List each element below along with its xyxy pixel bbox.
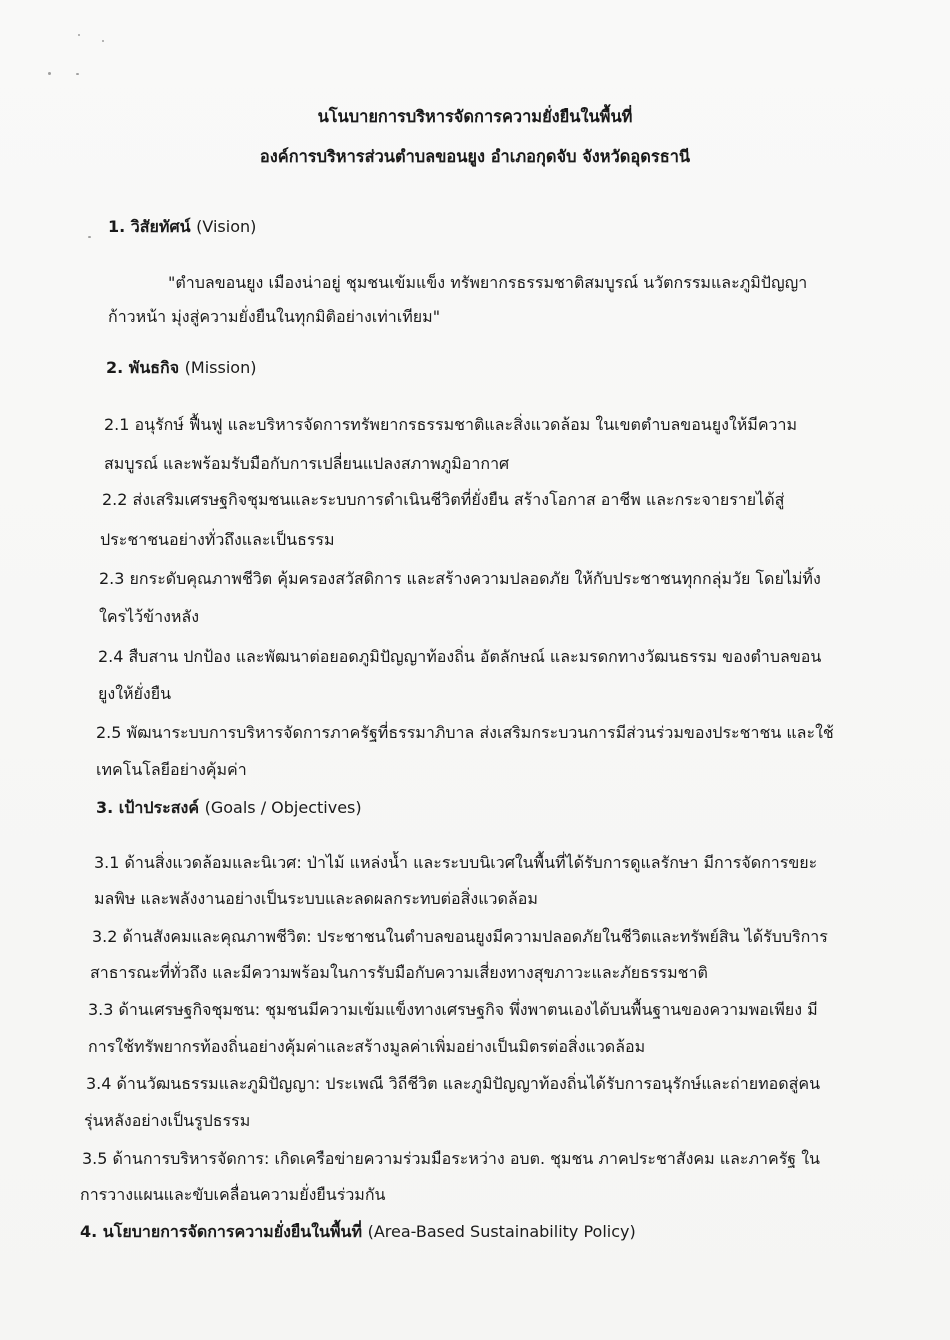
- mission-line-6: ใครไว้ข้างหลัง: [99, 607, 200, 626]
- policy-heading-en: (Area-Based Sustainability Policy): [367, 1222, 636, 1241]
- mission-heading: [106, 357, 256, 379]
- vision-text-line-2: ก้าวหน้า มุ่งสู่ความยั่งยืนในทุกมิติอย่างเท่าเทียม": [108, 307, 441, 326]
- goals-line-6: การใช้ทรัพยากรท้องถิ่นอย่างคุ้มค่าและสร้างมูลค่าเพิ่มอย่างเป็นมิตรต่อสิ่งแวดล้อม: [88, 1037, 646, 1056]
- scan-speck: [88, 236, 91, 238]
- mission-line-1: 2.1 อนุรักษ์ ฟื้นฟู และบริหารจัดการทรัพยากรธรรมชาติและสิ่งแวดล้อม ในเขตตำบลขอนยูงให้มีความ: [104, 415, 798, 434]
- mission-heading-en: (Mission): [184, 358, 257, 377]
- goals-line-7: 3.4 ด้านวัฒนธรรมและภูมิปัญญา: ประเพณี วิถีชีวิต และภูมิปัญญาท้องถิ่นได้รับการอนุรักษ์และถ่ายทอดสู่คน: [86, 1074, 821, 1093]
- mission-line-7: 2.4 สืบสาน ปกป้อง และพัฒนาต่อยอดภูมิปัญญาท้องถิ่น อัตลักษณ์ และมรดกทางวัฒนธรรม ของตำบลขอน: [98, 647, 822, 666]
- scan-speck: [48, 72, 51, 75]
- goals-heading-th: 3. เป้าประสงค์: [96, 798, 200, 817]
- goals-heading-en: (Goals / Objectives): [204, 798, 362, 817]
- scan-speck: [76, 73, 79, 75]
- vision-heading: [108, 216, 256, 238]
- mission-line-8: ยูงให้ยั่งยืน: [98, 684, 172, 703]
- scan-speck: [102, 40, 104, 42]
- vision-text-line-1: "ตำบลขอนยูง เมืองน่าอยู่ ชุมชนเข้มแข็ง ทรัพยากรธรรมชาติสมบูรณ์ นวัตกรรมและภูมิปัญญา: [168, 273, 808, 292]
- goals-line-10: การวางแผนและขับเคลื่อนความยั่งยืนร่วมกัน: [80, 1185, 386, 1204]
- goals-line-9: 3.5 ด้านการบริหารจัดการ: เกิดเครือข่ายความร่วมมือระหว่าง อบต. ชุมชน ภาคประชาสังคม และภาครัฐ ใน: [82, 1149, 820, 1168]
- goals-line-3: 3.2 ด้านสังคมและคุณภาพชีวิต: ประชาชนในตำบลขอนยูงมีความปลอดภัยในชีวิตและทรัพย์สิน ได้รับบริการ: [92, 927, 828, 946]
- goals-heading: [96, 797, 362, 819]
- document-title-line-2: องค์การบริหารส่วนตำบลขอนยูง อำเภอกุดจับ จังหวัดอุดรธานี: [259, 147, 691, 166]
- goals-line-2: มลพิษ และพลังงานอย่างเป็นระบบและลดผลกระทบต่อสิ่งแวดล้อม: [94, 889, 538, 908]
- goals-line-8: รุ่นหลังอย่างเป็นรูปธรรม: [84, 1111, 251, 1130]
- goals-line-1: 3.1 ด้านสิ่งแวดล้อมและนิเวศ: ป่าไม้ แหล่งน้ำ และระบบนิเวศในพื้นที่ได้รับการดูแลรักษา มีการจัดการขยะ: [94, 853, 818, 872]
- mission-line-10: เทคโนโลยีอย่างคุ้มค่า: [96, 760, 247, 779]
- document-title-line-1: นโนบายการบริหารจัดการความยั่งยืนในพื้นที่: [317, 107, 633, 126]
- policy-heading: [80, 1221, 636, 1243]
- goals-line-4: สาธารณะที่ทั่วถึง และมีความพร้อมในการรับมือกับความเสี่ยงทางสุขภาวะและภัยธรรมชาติ: [90, 963, 708, 982]
- mission-line-3: 2.2 ส่งเสริมเศรษฐกิจชุมชนและระบบการดำเนินชีวิตที่ยั่งยืน สร้างโอกาส อาชีพ และกระจายรายได้สู่: [102, 490, 785, 509]
- mission-line-9: 2.5 พัฒนาระบบการบริหารจัดการภาครัฐที่ธรรมาภิบาล ส่งเสริมกระบวนการมีส่วนร่วมของประชาชน และใช้: [96, 723, 834, 742]
- goals-line-5: 3.3 ด้านเศรษฐกิจชุมชน: ชุมชนมีความเข้มแข็งทางเศรษฐกิจ พึ่งพาตนเองได้บนพื้นฐานของความพอเพียง มี: [88, 1000, 818, 1019]
- vision-heading-th: 1. วิสัยทัศน์: [108, 217, 191, 236]
- mission-heading-th: 2. พันธกิจ: [106, 358, 180, 377]
- mission-line-4: ประชาชนอย่างทั่วถึงและเป็นธรรม: [100, 530, 335, 549]
- mission-line-5: 2.3 ยกระดับคุณภาพชีวิต คุ้มครองสวัสดิการ และสร้างความปลอดภัย ให้กับประชาชนทุกกลุ่มวัย โดยไม่ทิ้ง: [99, 569, 821, 588]
- scan-speck: [78, 34, 80, 36]
- mission-line-2: สมบูรณ์ และพร้อมรับมือกับการเปลี่ยนแปลงสภาพภูมิอากาศ: [104, 454, 510, 473]
- policy-heading-th: 4. นโยบายการจัดการความยั่งยืนในพื้นที่: [80, 1222, 362, 1241]
- vision-heading-en: (Vision): [196, 217, 257, 236]
